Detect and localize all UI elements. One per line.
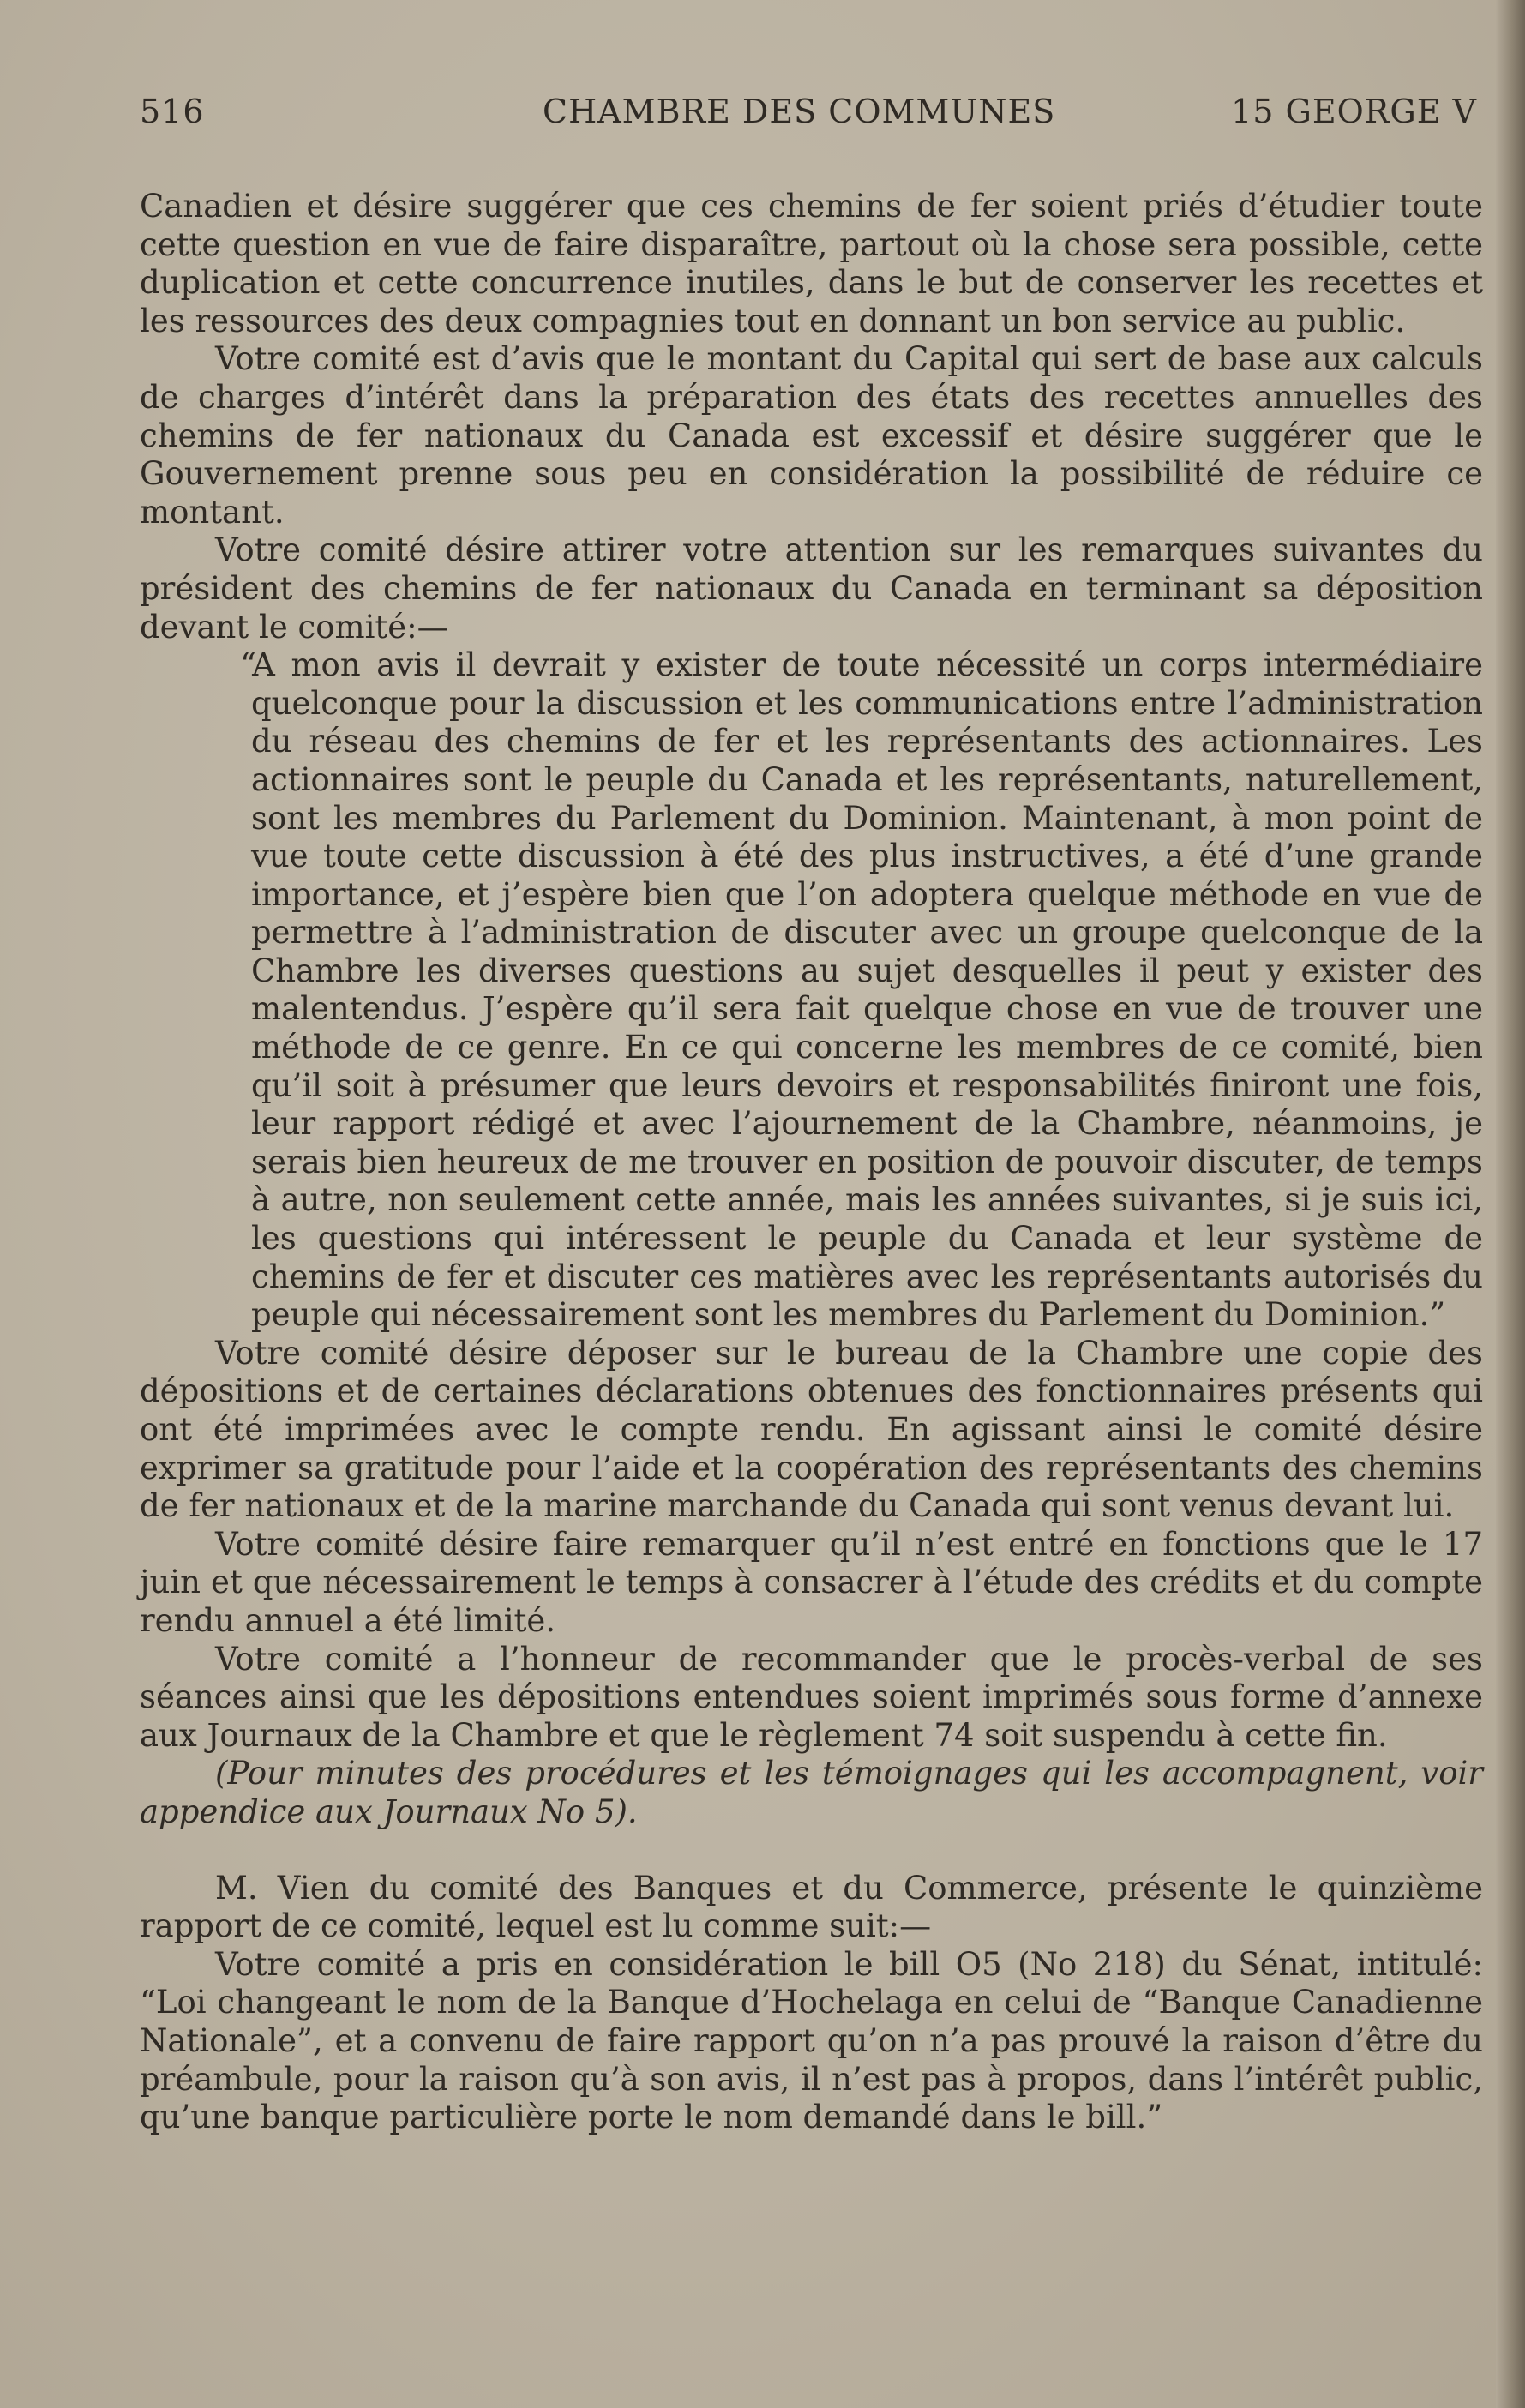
paragraph-1: Canadien et désire suggérer que ces chemins de fer soient priés d’étudier toute cette question en vue de faire disparaître, partout où la chose sera possible, cette duplication et cette concurrence inutiles, dans le but de conserver les recettes et les ressources des deux compagnies tout en donnant un bon service au public.	[140, 188, 1483, 339]
paragraph-3: Votre comité désire attirer votre attention sur les remarques suivantes du président des chemins de fer nationaux du Canada en terminant sa déposition devant le comité:—	[140, 531, 1483, 646]
paragraph-2: Votre comité est d’avis que le montant du Capital qui sert de base aux calculs de charges d’intérêt dans la préparation des états des recettes annuelles des chemins de fer nationaux du Canada est excessif et désire suggérer que le Gouvernement prenne sous peu en considération la possibilité de réduire ce montant.	[140, 340, 1483, 531]
paragraph-5: Votre comité désire faire remarquer qu’il n’est entré en fonctions que le 17 juin et que nécessairement le temps à consacrer à l’étude des crédits et du compte rendu annuel a été limité.	[140, 1525, 1483, 1639]
page-edge-shadow	[1496, 0, 1525, 2408]
block-quote: “A mon avis il devrait y exister de toute nécessité un corps intermédiaire quelconque pour la discussion et les communications entre l’administration du réseau des chemins de fer et les représentants des actionnaires. Les actionnaires sont le peuple du Canada et les représentants, naturellement, sont les membres du Parlement du Dominion. Maintenant, à mon point de vue toute cette discussion à été des plus instructives, a été d’une grande importance, et j’espère bien que l’on adoptera quelque méthode en vue de permettre à l’administration de discuter avec un groupe quelconque de la Chambre les diverses questions au sujet desquelles il peut y exister des malentendus. J’espère qu’il sera fait quelque chose en vue de trouver une méthode de ce genre. En ce qui concerne les membres de ce comité, bien qu’il soit à présumer que leurs devoirs et responsabilités finiront une fois, leur rapport rédigé et avec l’ajournement de la Chambre, néanmoins, je serais bien heureux de me trouver en position de pouvoir discuter, de temps à autre, non seulement cette année, mais les années suivantes, si je suis ici, les questions qui intéressent le peuple du Canada et leur système de chemins de fer et discuter ces matières avec les représentants autorisés du peuple qui nécessairement sont les membres du Parlement du Dominion.”	[240, 646, 1483, 1334]
page-number: 516	[140, 93, 205, 130]
page-title: CHAMBRE DES COMMUNES	[543, 93, 1056, 130]
paragraph-6: Votre comité a l’honneur de recommander que le procès-verbal de ses séances ainsi que les dépositions entendues soient imprimés sous forme d’annexe aux Journaux de la Chambre et que le règlement 74 soit suspendu à cette fin.	[140, 1640, 1483, 1754]
paragraph-4: Votre comité désire déposer sur le bureau de la Chambre une copie des dépositions et de certaines déclarations obtenues des fonctionnaires présents qui ont été imprimées avec le compte rendu. En agissant ainsi le comité désire exprimer sa gratitude pour l’aide et la coopération des représentants des chemins de fer nationaux et de la marine marchande du Canada qui sont venus devant lui.	[140, 1334, 1483, 1525]
running-header	[140, 93, 1477, 135]
paragraph-8: M. Vien du comité des Banques et du Commerce, présente le quinzième rapport de ce comité, lequel est lu comme suit:—	[140, 1869, 1483, 1945]
header-date: 15 GEORGE V	[1231, 93, 1477, 130]
body-text	[140, 188, 1483, 2137]
appendix-note: (Pour minutes des procédures et les témoignages qui les accompagnent, voir appendice aux Journaux No 5).	[140, 1755, 1483, 1830]
paragraph-9: Votre comité a pris en considération le bill O5 (No 218) du Sénat, intitulé: “Loi changeant le nom de la Banque d’Hochelaga en celui de “Banque Canadienne Nationale”, et a convenu de faire rapport qu’on n’a pas prouvé la raison d’être du préambule, pour la raison qu’à son avis, il n’est pas à propos, dans l’intérêt public, qu’une banque particulière porte le nom demandé dans le bill.”	[140, 1945, 1483, 2136]
